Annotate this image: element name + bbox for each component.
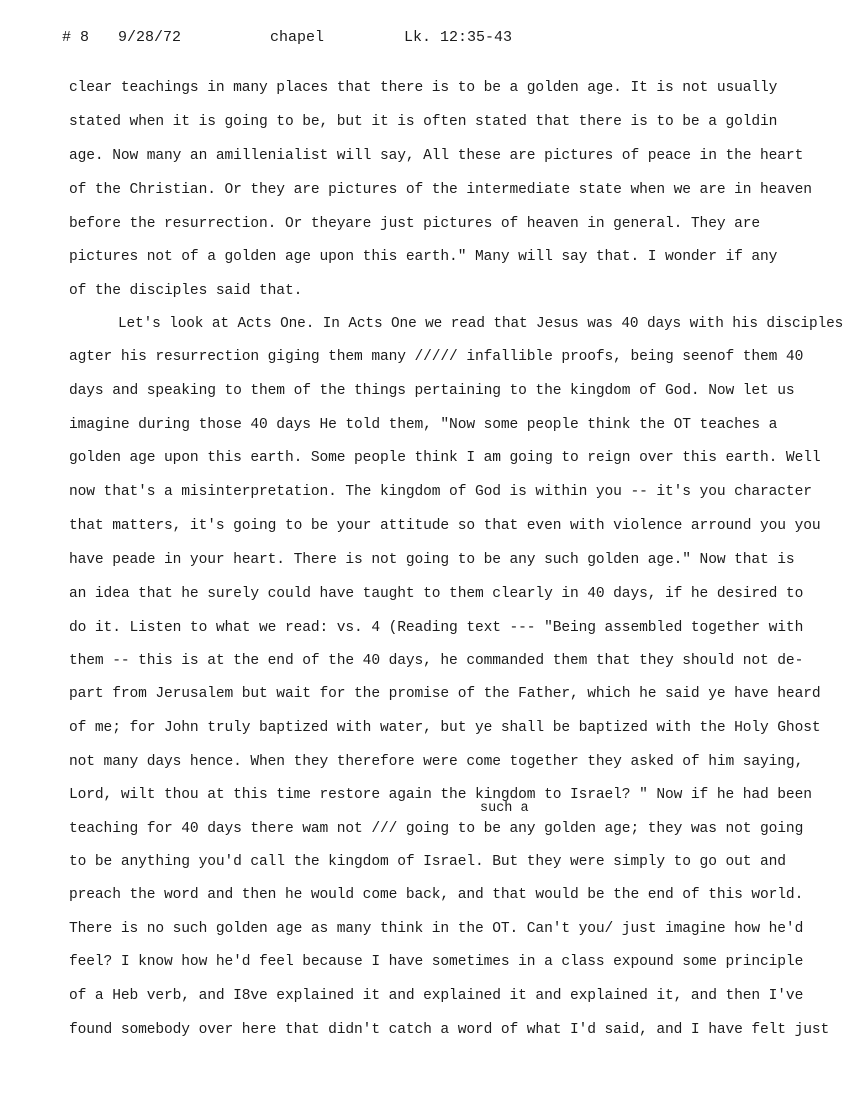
text-line: of me; for John truly baptized with water, but ye shall be baptized with the Holy Ghost [69, 720, 821, 736]
text-line: now that's a misinterpretation. The kingdom of God is within you -- it's you character [69, 484, 812, 500]
text-line: of a Heb verb, and I8ve explained it and explained it and explained it, and then I've [69, 988, 804, 1004]
text-line: Let's look at Acts One. In Acts One we read that Jesus was 40 days with his disciples [118, 316, 844, 332]
scripture-reference: Lk. 12:35-43 [404, 29, 513, 46]
text-line: feel? I know how he'd feel because I have sometimes in a class expound some principle [69, 954, 804, 970]
text-line: age. Now many an amillenialist will say, All these are pictures of peace in the heart [69, 148, 804, 164]
text-line: not many days hence. When they therefore were come together they asked of him saying, [69, 754, 804, 770]
text-line: teaching for 40 days there wam not /// going to be any golden age; they was not going [69, 821, 804, 837]
text-line: to be anything you'd call the kingdom of Israel. But they were simply to go out and [69, 854, 786, 870]
text-line: before the resurrection. Or theyare just pictures of heaven in general. They are [69, 216, 761, 232]
text-line: an idea that he surely could have taught to them clearly in 40 days, if he desired to [69, 586, 804, 602]
text-line: found somebody over here that didn't catch a word of what I'd said, and I have felt just [69, 1022, 830, 1038]
text-line: There is no such golden age as many think in the OT. Can't you/ just imagine how he'd [69, 921, 804, 937]
text-line: them -- this is at the end of the 40 days, he commanded them that they should not de- [69, 653, 804, 669]
page-number: # 8 [62, 29, 90, 46]
text-line: do it. Listen to what we read: vs. 4 (Reading text --- "Being assembled together with [69, 620, 804, 636]
interlinear-insertion: such a [480, 801, 529, 816]
text-line: agter his resurrection giging them many ///// infallible proofs, being seenof them 40 [69, 349, 804, 365]
text-line: of the disciples said that. [69, 283, 303, 299]
text-line: clear teachings in many places that there is to be a golden age. It is not usually [69, 80, 778, 96]
text-line: pictures not of a golden age upon this earth." Many will say that. I wonder if any [69, 249, 778, 265]
text-line: imagine during those 40 days He told them, "Now some people think the OT teaches a [69, 417, 778, 433]
text-line: part from Jerusalem but wait for the promise of the Father, which he said ye have heard [69, 686, 821, 702]
page-header [0, 29, 849, 53]
sermon-date: 9/28/72 [118, 29, 182, 46]
text-line: Lord, wilt thou at this time restore again the kingdom to Israel? " Now if he had been [69, 787, 812, 803]
text-line: preach the word and then he would come back, and that would be the end of this world. [69, 887, 804, 903]
text-line: golden age upon this earth. Some people think I am going to reign over this earth. Well [69, 450, 821, 466]
text-line: stated when it is going to be, but it is often stated that there is to be a goldin [69, 114, 778, 130]
text-line: of the Christian. Or they are pictures of the intermediate state when we are in heaven [69, 182, 812, 198]
text-line: have peade in your heart. There is not going to be any such golden age." Now that is [69, 552, 795, 568]
sermon-location: chapel [270, 29, 325, 46]
text-line: that matters, it's going to be your attitude so that even with violence arround you you [69, 518, 821, 534]
text-line: days and speaking to them of the things pertaining to the kingdom of God. Now let us [69, 383, 795, 399]
